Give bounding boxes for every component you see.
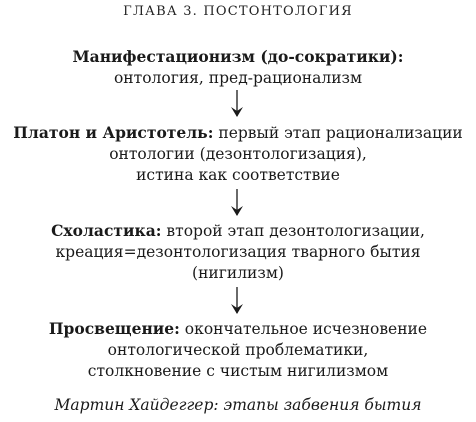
arrow-down-icon (229, 287, 245, 315)
stage-description: окончательное исчезновение (179, 320, 428, 338)
arrow-down-icon (229, 189, 245, 217)
arrow-down-icon (229, 90, 245, 118)
stage-description: онтологии (дезонтологизация), (109, 145, 367, 163)
stage-title: Просвещение: (48, 319, 180, 338)
stage-description: второй этап дезонтологизации, (161, 222, 425, 240)
stage-description: онтологической проблематики, (107, 341, 369, 359)
stage-description: креация=дезонтологизация тварного бытия (55, 243, 421, 261)
stage-manifestationism (0, 46, 476, 89)
stage-title: Платон и Аристотель: (13, 123, 214, 142)
figure-caption: Мартин Хайдеггер: этапы забвения бытия (54, 396, 422, 414)
stage-description: столкновение с чистым нигилизмом (87, 362, 389, 380)
stage-enlightenment (0, 318, 476, 382)
stage-description: (нигилизм) (192, 264, 284, 282)
chapter-header: ГЛАВА 3. ПОСТОНТОЛОГИЯ (123, 4, 353, 19)
stage-title: Схоластика: (51, 221, 162, 240)
stage-plato-aristotle (0, 122, 476, 186)
stage-scholasticism (0, 220, 476, 284)
stage-description: онтология, пред-рационализм (113, 69, 363, 87)
stage-description: первый этап рационализации (213, 124, 463, 142)
stage-description: истина как соответствие (136, 166, 340, 184)
stage-title: Манифестационизм (до-сократики): (72, 47, 404, 66)
